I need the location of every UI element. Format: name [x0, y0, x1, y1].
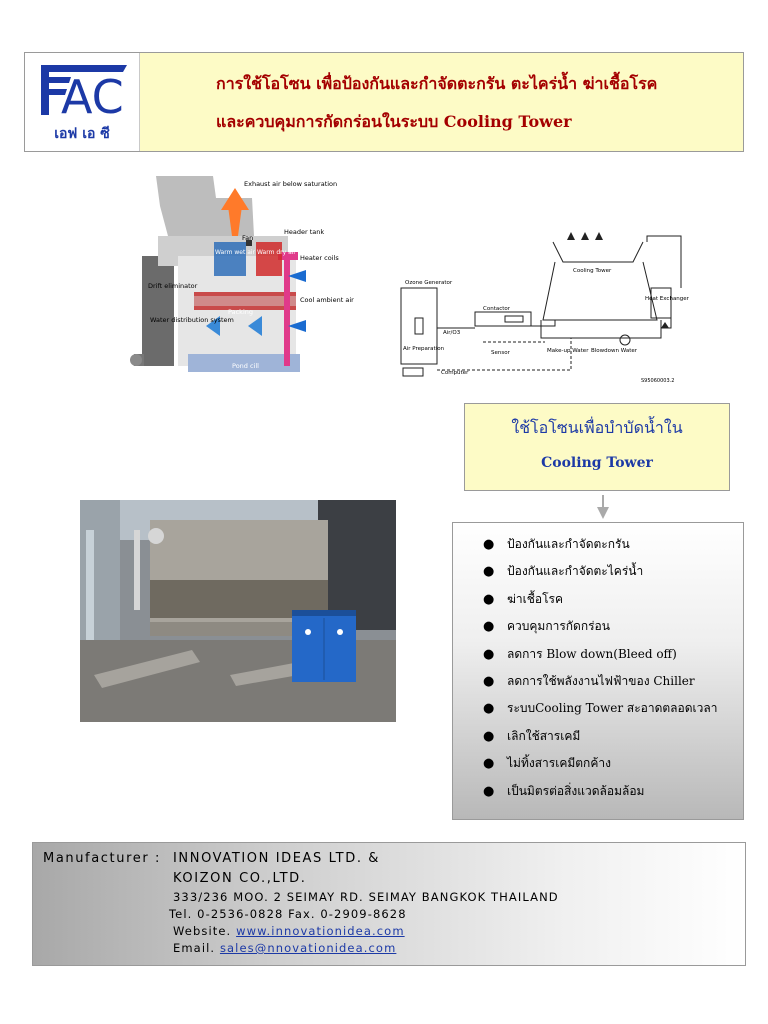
list-item: ● ควบคุมการกัดกร่อน: [483, 619, 610, 635]
label-warm-wet: Warm wet air: [215, 249, 256, 256]
manufacturer-footer: [32, 842, 746, 966]
list-item: ● ฆ่าเชื้อโรค: [483, 591, 564, 607]
label-cool-ambient: Cool ambient air: [300, 296, 354, 304]
list-item: ● ลดการ Blow down(Bleed off): [483, 646, 677, 662]
benefits-list: [452, 522, 744, 820]
label-water-distribution: Water distribution system: [150, 316, 234, 324]
arrow-down-icon: [597, 495, 609, 519]
label-cooling-tower: Cooling Tower: [573, 268, 612, 274]
company-address: 333/236 MOO. 2 SEIMAY RD. SEIMAY BANGKOK THAILAND: [173, 890, 559, 904]
installation-photo: [80, 500, 396, 722]
label-fan: Fan: [242, 234, 254, 242]
list-item: ● เลิกใช้สารเคมี: [483, 728, 581, 744]
label-pond-cill: Pond cill: [232, 362, 259, 370]
label-contactor: Contactor: [483, 306, 511, 312]
website-label: Website.: [173, 924, 232, 938]
label-warm-dry: Warm dry air: [257, 249, 296, 256]
list-item: ● ลดการใช้พลังงานไฟฟ้าของ Chiller: [483, 673, 695, 689]
label-packing: Packing: [228, 308, 254, 316]
label-makeup-water: Make-up Water: [547, 348, 589, 354]
list-item: ● ระบบCooling Tower สะอาดตลอดเวลา: [483, 701, 718, 717]
cooling-tower-cross-section-diagram: [128, 176, 354, 376]
email-label: Email.: [173, 941, 216, 955]
manufacturer-label: Manufacturer :: [43, 851, 162, 866]
website-row: [173, 924, 405, 938]
label-heater-coils: Heater coils: [300, 254, 339, 262]
page-title: [140, 53, 743, 151]
company-line-1: INNOVATION IDEAS LTD. &: [173, 851, 381, 866]
label-air-preparation: Air Preparation: [403, 346, 445, 352]
label-heat-exchanger: Heat Exchanger: [645, 296, 689, 302]
list-item: ● ไม่ทิ้งสารเคมีตกค้าง: [483, 756, 611, 772]
company-tel-fax: Tel. 0-2536-0828 Fax. 0-2909-8628: [169, 907, 407, 921]
logo-text: AC: [61, 70, 124, 124]
label-ozone-generator: Ozone Generator: [405, 280, 453, 286]
logo-caption: เอฟ เอ ซี: [54, 126, 110, 142]
list-item: ● ป้องกันและกำจัดตะไคร่น้ำ: [483, 564, 644, 580]
email-link[interactable]: sales@nnovationidea.com: [219, 941, 397, 955]
label-computer: Computer: [441, 370, 469, 376]
ozone-treatment-title-box: [464, 403, 730, 491]
page-header: [24, 52, 744, 152]
email-row: [173, 941, 396, 955]
title-box-line-1: ใช้โอโซนเพื่อบำบัดน้ำใน: [511, 418, 683, 437]
figure-code: S95060003.2: [641, 378, 675, 384]
title-line-1: การใช้โอโซน เพื่อป้องกันและกำจัดตะกรัน ตะไคร่น้ำ ฆ่าเชื้อโรค: [216, 74, 658, 93]
label-air-o3: Air/O3: [443, 330, 461, 336]
label-sensor: Sensor: [491, 350, 510, 356]
label-header-tank: Header tank: [284, 228, 325, 236]
list-item: ● ป้องกันและกำจัดตะกรัน: [483, 537, 630, 552]
title-line-2: และควบคุมการกัดกร่อนในระบบ Cooling Tower: [216, 112, 572, 131]
ozone-system-schematic: [395, 232, 689, 388]
label-blowdown-water: Blowdown Water: [591, 348, 638, 354]
logo: [25, 53, 140, 151]
list-item: ● เป็นมิตรต่อสิ่งแวดล้อมล้อม: [483, 783, 645, 799]
title-box-line-2: Cooling Tower: [541, 455, 653, 471]
fac-logo-icon: [41, 65, 127, 124]
company-line-2: KOIZON CO.,LTD.: [173, 871, 307, 886]
label-exhaust: Exhaust air below saturation: [244, 180, 338, 188]
label-drift-eliminator: Drift eliminator: [148, 282, 198, 290]
website-link[interactable]: www.innovationidea.com: [236, 924, 405, 938]
